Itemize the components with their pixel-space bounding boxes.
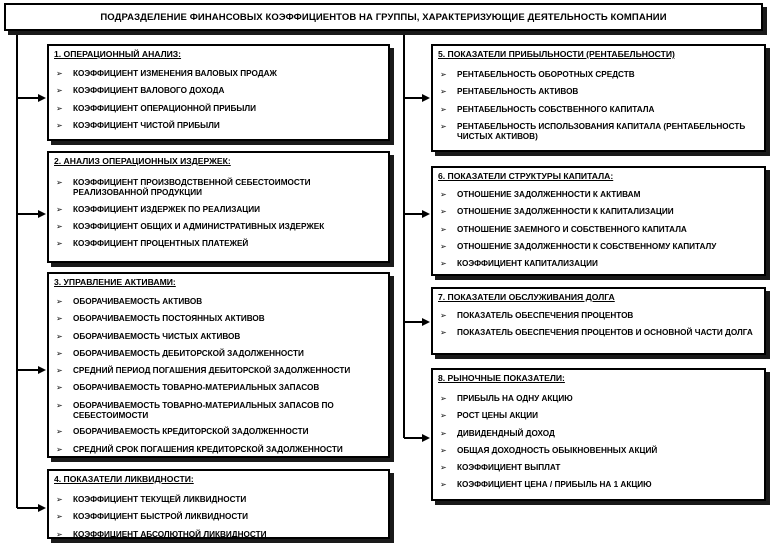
- arrow-bullet-icon: ➢: [56, 400, 63, 410]
- group-operational-analysis: [47, 44, 390, 141]
- arrow-bullet-icon: ➢: [56, 69, 63, 78]
- list-item: ➢ КОЭФФИЦИЕНТ ТЕКУЩЕЙ ЛИКВИДНОСТИ: [56, 495, 247, 504]
- arrow-bullet-icon: ➢: [440, 428, 447, 438]
- group-heading: 3. УПРАВЛЕНИЕ АКТИВАМИ:: [54, 277, 176, 287]
- list-item: ➢ КОЭФФИЦИЕНТ ПРОИЗВОДСТВЕННОЙ СЕБЕСТОИМОСТИ РЕАЛИЗОВАННОЙ ПРОДУКЦИИ: [56, 178, 311, 197]
- group-heading: 2. АНАЛИЗ ОПЕРАЦИОННЫХ ИЗДЕРЖЕК:: [54, 156, 231, 166]
- arrow-bullet-icon: ➢: [440, 480, 447, 490]
- arrow-bullet-icon: ➢: [56, 297, 63, 306]
- arrow-bullet-icon: ➢: [56, 103, 63, 113]
- arrow-bullet-icon: ➢: [440, 121, 447, 131]
- arrow-bullet-icon: ➢: [440, 190, 447, 199]
- list-item: ➢ ПОКАЗАТЕЛЬ ОБЕСПЕЧЕНИЯ ПРОЦЕНТОВ И ОСНОВНОЙ ЧАСТИ ДОЛГА: [440, 328, 753, 338]
- list-item: ➢ ДИВИДЕНДНЫЙ ДОХОД: [440, 428, 555, 438]
- arrow-bullet-icon: ➢: [440, 445, 447, 455]
- list-item: ➢ ОБОРАЧИВАЕМОСТЬ ТОВАРНО-МАТЕРИАЛЬНЫХ ЗАПАСОВ: [56, 383, 320, 393]
- arrow-bullet-icon: ➢: [440, 463, 447, 473]
- diagram-title: ПОДРАЗДЕЛЕНИЕ ФИНАНСОВЫХ КОЭФФИЦИЕНТОВ НА ГРУППЫ, ХАРАКТЕРИЗУЮЩИЕ ДЕЯТЕЛЬНОСТЬ КОМПАНИИ: [100, 11, 667, 23]
- list-item: ➢ ОБОРАЧИВАЕМОСТЬ ТОВАРНО-МАТЕРИАЛЬНЫХ ЗАПАСОВ ПО СЕБЕСТОИМОСТИ: [56, 400, 334, 420]
- group-heading: 8. РЫНОЧНЫЕ ПОКАЗАТЕЛИ:: [438, 373, 565, 383]
- arrow-bullet-icon: ➢: [440, 70, 447, 79]
- group-asset-management: [47, 272, 390, 458]
- list-item: ➢ СРЕДНИЙ СРОК ПОГАШЕНИЯ КРЕДИТОРСКОЙ ЗАДОЛЖЕННОСТИ: [56, 444, 343, 454]
- group-profitability: [431, 44, 766, 152]
- list-item: ➢ ОТНОШЕНИЕ ЗАЕМНОГО И СОБСТВЕННОГО КАПИТАЛА: [440, 224, 687, 234]
- arrow-bullet-icon: ➢: [56, 178, 63, 187]
- arrow-bullet-icon: ➢: [440, 259, 447, 269]
- arrow-bullet-icon: ➢: [56, 427, 63, 437]
- list-item: ➢ КОЭФФИЦИЕНТ ИЗМЕНЕНИЯ ВАЛОВЫХ ПРОДАЖ: [56, 69, 277, 78]
- list-item: ➢ КОЭФФИЦИЕНТ ОБЩИХ И АДМИНИСТРАТИВНЫХ ИЗДЕРЖЕК: [56, 221, 325, 231]
- diagram-title-box: [4, 3, 763, 31]
- arrow-bullet-icon: ➢: [56, 86, 63, 96]
- arrow-bullet-icon: ➢: [56, 366, 63, 376]
- list-item: ➢ КОЭФФИЦИЕНТ ЦЕНА / ПРИБЫЛЬ НА 1 АКЦИЮ: [440, 480, 652, 490]
- list-item: ➢ РЕНТАБЕЛЬНОСТЬ АКТИВОВ: [440, 87, 579, 97]
- group-heading: 7. ПОКАЗАТЕЛИ ОБСЛУЖИВАНИЯ ДОЛГА: [438, 292, 615, 302]
- arrow-bullet-icon: ➢: [56, 221, 63, 231]
- group-heading: 5. ПОКАЗАТЕЛИ ПРИБЫЛЬНОСТИ (РЕНТАБЕЛЬНОСТИ): [438, 49, 675, 59]
- arrow-bullet-icon: ➢: [56, 383, 63, 393]
- arrow-bullet-icon: ➢: [56, 495, 63, 504]
- group-market-indicators: [431, 368, 766, 501]
- arrow-bullet-icon: ➢: [440, 311, 447, 320]
- list-item: ➢ КОЭФФИЦИЕНТ ВЫПЛАТ: [440, 463, 561, 473]
- arrow-bullet-icon: ➢: [440, 224, 447, 234]
- list-item: ➢ ОБОРАЧИВАЕМОСТЬ ЧИСТЫХ АКТИВОВ: [56, 331, 241, 341]
- arrow-bullet-icon: ➢: [56, 512, 63, 522]
- group-heading: 4. ПОКАЗАТЕЛИ ЛИКВИДНОСТИ:: [54, 474, 194, 484]
- arrow-bullet-icon: ➢: [440, 104, 447, 114]
- list-item: ➢ КОЭФФИЦИЕНТ АБСОЛЮТНОЙ ЛИКВИДНОСТИ: [56, 529, 267, 539]
- list-item: ➢ СРЕДНИЙ ПЕРИОД ПОГАШЕНИЯ ДЕБИТОРСКОЙ ЗАДОЛЖЕННОСТИ: [56, 366, 351, 376]
- list-item: ➢ ПРИБЫЛЬ НА ОДНУ АКЦИЮ: [440, 394, 573, 403]
- arrow-bullet-icon: ➢: [440, 328, 447, 338]
- arrow-bullet-icon: ➢: [56, 348, 63, 358]
- group-heading: 1. ОПЕРАЦИОННЫЙ АНАЛИЗ:: [54, 49, 182, 59]
- list-item: ➢ РЕНТАБЕЛЬНОСТЬ ИСПОЛЬЗОВАНИЯ КАПИТАЛА (РЕНТАБЕЛЬНОСТЬ ЧИСТЫХ АКТИВОВ): [440, 121, 746, 141]
- group-heading: 6. ПОКАЗАТЕЛИ СТРУКТУРЫ КАПИТАЛА:: [438, 171, 614, 181]
- list-item: ➢ КОЭФФИЦИЕНТ ПРОЦЕНТНЫХ ПЛАТЕЖЕЙ: [56, 239, 249, 249]
- arrow-bullet-icon: ➢: [440, 241, 447, 251]
- list-item: ➢ ОТНОШЕНИЕ ЗАДОЛЖЕННОСТИ К КАПИТАЛИЗАЦИИ: [440, 207, 674, 217]
- group-operating-costs: [47, 151, 390, 263]
- list-item: ➢ КОЭФФИЦИЕНТ БЫСТРОЙ ЛИКВИДНОСТИ: [56, 512, 248, 522]
- arrow-bullet-icon: ➢: [56, 529, 63, 539]
- arrow-bullet-icon: ➢: [56, 239, 63, 249]
- arrow-bullet-icon: ➢: [56, 314, 63, 324]
- list-item: ➢ КОЭФФИЦИЕНТ ЧИСТОЙ ПРИБЫЛИ: [56, 120, 220, 130]
- group-debt-service: [431, 287, 766, 355]
- arrow-bullet-icon: ➢: [440, 207, 447, 217]
- group-capital-structure: [431, 166, 766, 276]
- list-item: ➢ РОСТ ЦЕНЫ АКЦИИ: [440, 411, 539, 421]
- list-item: ➢ ПОКАЗАТЕЛЬ ОБЕСПЕЧЕНИЯ ПРОЦЕНТОВ: [440, 311, 634, 320]
- arrow-bullet-icon: ➢: [56, 331, 63, 341]
- list-item: ➢ РЕНТАБЕЛЬНОСТЬ СОБСТВЕННОГО КАПИТАЛА: [440, 104, 655, 114]
- list-item: ➢ ОТНОШЕНИЕ ЗАДОЛЖЕННОСТИ К АКТИВАМ: [440, 190, 641, 199]
- arrow-bullet-icon: ➢: [56, 444, 63, 454]
- list-item: ➢ ОБЩАЯ ДОХОДНОСТЬ ОБЫКНОВЕННЫХ АКЦИЙ: [440, 445, 658, 455]
- arrow-bullet-icon: ➢: [440, 394, 447, 403]
- list-item: ➢ ОБОРАЧИВАЕМОСТЬ ПОСТОЯННЫХ АКТИВОВ: [56, 314, 265, 324]
- list-item: ➢ КОЭФФИЦИЕНТ ИЗДЕРЖЕК ПО РЕАЛИЗАЦИИ: [56, 204, 261, 214]
- arrow-bullet-icon: ➢: [56, 120, 63, 130]
- list-item: ➢ ОБОРАЧИВАЕМОСТЬ ДЕБИТОРСКОЙ ЗАДОЛЖЕННОСТИ: [56, 348, 304, 358]
- list-item: ➢ КОЭФФИЦИЕНТ КАПИТАЛИЗАЦИИ: [440, 259, 598, 269]
- list-item: ➢ ОБОРАЧИВАЕМОСТЬ КРЕДИТОРСКОЙ ЗАДОЛЖЕННОСТИ: [56, 427, 309, 437]
- arrow-bullet-icon: ➢: [56, 204, 63, 214]
- list-item: ➢ КОЭФФИЦИЕНТ ОПЕРАЦИОННОЙ ПРИБЫЛИ: [56, 103, 257, 113]
- list-item: ➢ КОЭФФИЦИЕНТ ВАЛОВОГО ДОХОДА: [56, 86, 225, 96]
- list-item: ➢ ОТНОШЕНИЕ ЗАДОЛЖЕННОСТИ К СОБСТВЕННОМУ КАПИТАЛУ: [440, 241, 717, 251]
- arrow-bullet-icon: ➢: [440, 87, 447, 97]
- list-item: ➢ ОБОРАЧИВАЕМОСТЬ АКТИВОВ: [56, 297, 203, 306]
- group-liquidity: [47, 469, 390, 539]
- list-item: ➢ РЕНТАБЕЛЬНОСТЬ ОБОРОТНЫХ СРЕДСТВ: [440, 70, 635, 79]
- arrow-bullet-icon: ➢: [440, 411, 447, 421]
